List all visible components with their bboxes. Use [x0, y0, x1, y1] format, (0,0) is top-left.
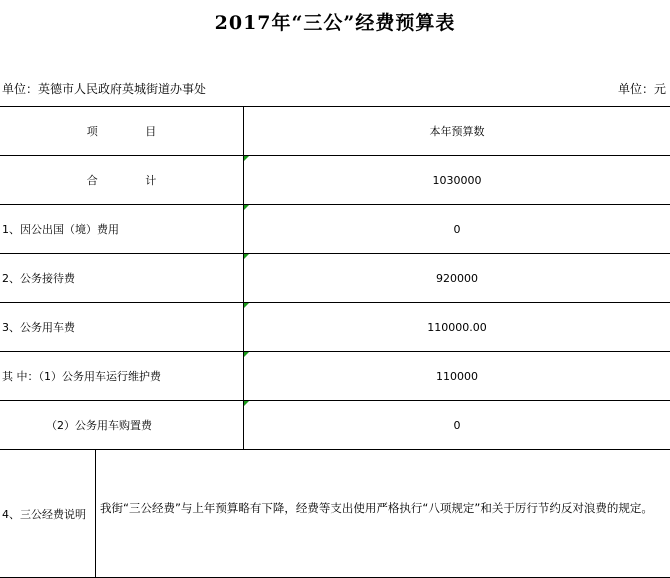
page-title: 2017年“三公”经费预算表: [214, 12, 456, 34]
note-text: 我街“三公经费”与上年预算略有下降，经费等支出使用严格执行“八项规定”和关于厉行节约反对浪费的规定。: [100, 501, 653, 515]
row-value: 0: [244, 401, 670, 449]
budget-table: [0, 106, 670, 578]
note-label: 4、三公经费说明: [0, 450, 96, 577]
table-row: [0, 352, 670, 401]
row-label: 2、公务接待费: [0, 254, 244, 302]
currency-unit-label: 单位：元: [617, 82, 666, 96]
cell-marker-icon: [244, 254, 249, 259]
cell-marker-icon: [244, 303, 249, 308]
header-item: 项 目: [0, 107, 244, 155]
header-budget: 本年预算数: [429, 125, 485, 138]
cell-marker-icon: [244, 205, 249, 210]
row-value: 1030000: [244, 156, 670, 204]
row-label: 合 计: [0, 156, 244, 204]
table-row: [0, 401, 670, 450]
table-row: [0, 254, 670, 303]
row-value: 110000.00: [244, 303, 670, 351]
row-value: 0: [244, 205, 670, 253]
cell-marker-icon: [244, 352, 249, 357]
row-value: 920000: [244, 254, 670, 302]
cell-marker-icon: [244, 401, 249, 406]
table-header-row: [0, 107, 670, 156]
row-label: （2）公务用车购置费: [0, 401, 244, 449]
note-row: [0, 450, 670, 578]
table-row: [0, 205, 670, 254]
table-row-total: [0, 156, 670, 205]
row-value: 110000: [244, 352, 670, 400]
row-label: 1、因公出国（境）费用: [0, 205, 244, 253]
row-label: 3、公务用车费: [0, 303, 244, 351]
row-label: 其 中：（1）公务用车运行维护费: [0, 352, 244, 400]
table-row: [0, 303, 670, 352]
cell-marker-icon: [244, 156, 249, 161]
organization-unit-label: 单位：英德市人民政府英城街道办事处: [2, 82, 207, 96]
